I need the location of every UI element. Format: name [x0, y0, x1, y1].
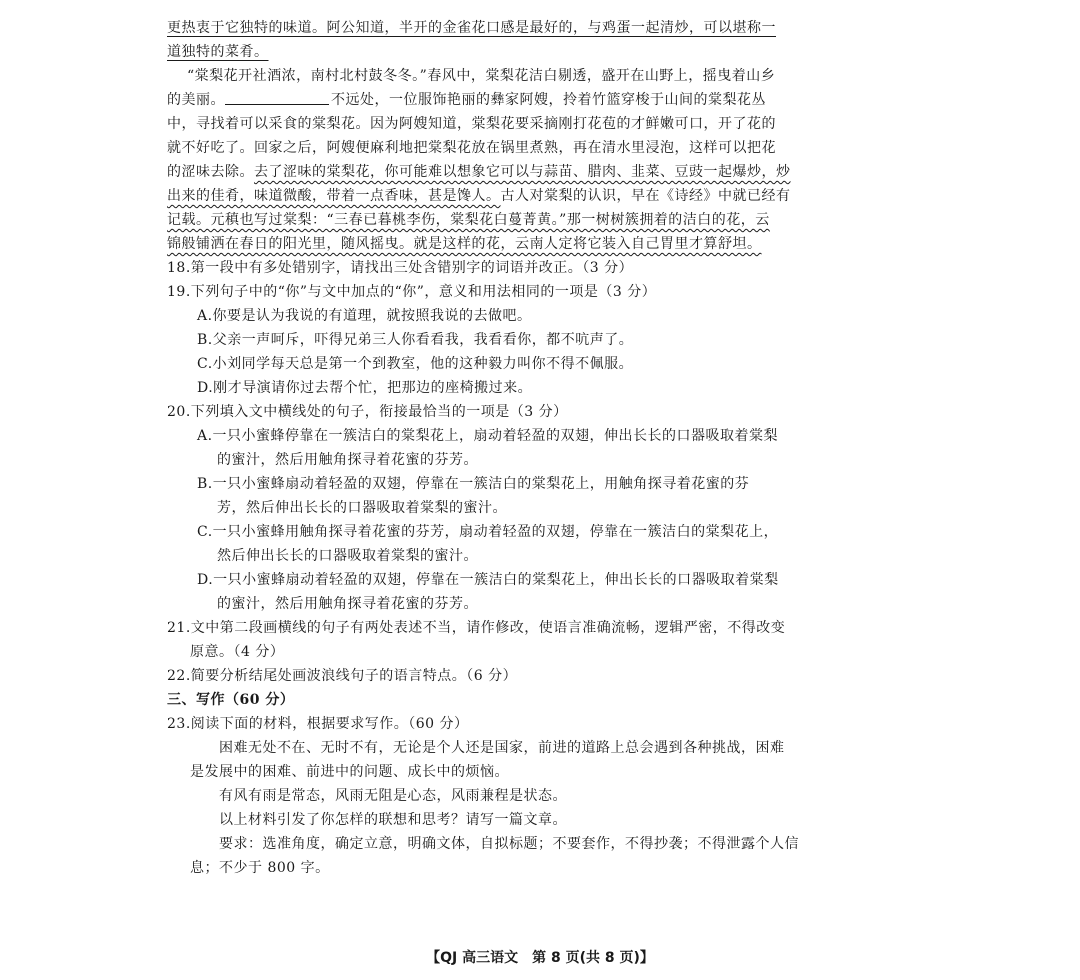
text-segment: 不远处，一位服饰艳丽的彝家阿嫂，拎着竹篮穿梭于山间的棠梨花丛 — [331, 92, 766, 108]
wavy-underlined-text: 出来的佳肴，味道微酸，带着一点香味，甚是馋人。 — [167, 188, 501, 204]
text-segment: 就不好吃了。回家之后，阿嫂便麻利地把棠梨花放在锅里煮熟，再在清水里浸泡，这样可以把花 — [167, 140, 776, 156]
text-segment: 的涩味去除。 — [167, 164, 254, 180]
text-line — [197, 522, 778, 542]
fill-in-blank — [225, 90, 329, 105]
text-line — [190, 642, 284, 662]
text-line — [197, 378, 532, 398]
text-line — [167, 138, 776, 158]
text-segment: B.父亲一声呵斥，吓得兄弟三人你看看我，我看看你，都不吭声了。 — [197, 332, 634, 348]
text-segment: 芳，然后伸出长长的口器吸取着棠梨的蜜汁。 — [217, 500, 507, 516]
wavy-underlined-text: 去了涩味的棠梨花，你可能难以想象它可以与蒜苗、腊肉、韭菜、豆豉一起爆炒，炒 — [254, 164, 791, 180]
text-line — [219, 738, 785, 758]
text-segment: 中，寻找着可以采食的棠梨花。因为阿嫂知道，棠梨花要采摘刚打花苞的才鲜嫩可口，开了花的 — [167, 116, 776, 132]
text-segment: 18.第一段中有多处错别字，请找出三处含错别字的词语并改正。（3 分） — [167, 260, 634, 276]
text-line — [167, 162, 791, 182]
text-line — [197, 330, 633, 350]
text-line — [219, 786, 567, 806]
underlined-text: 道独特的菜肴。 — [167, 44, 269, 60]
text-segment: 然后伸出长长的口器吸取着棠梨的蜜汁。 — [217, 548, 478, 564]
text-line — [167, 90, 766, 110]
text-segment: D.一只小蜜蜂扇动着轻盈的双翅，停靠在一簇洁白的棠梨花上，伸出长长的口器吸取着棠梨 — [197, 572, 779, 588]
text-line — [187, 66, 775, 86]
text-line — [190, 762, 509, 782]
text-line — [167, 258, 633, 278]
text-line — [167, 666, 517, 686]
text-line — [219, 810, 567, 830]
text-segment: 原意。（4 分） — [190, 644, 285, 660]
text-line — [197, 570, 779, 590]
text-line — [167, 18, 776, 38]
text-segment: A.一只小蜜蜂停靠在一簇洁白的棠梨花上，扇动着轻盈的双翅，伸出长长的口器吸取着棠梨 — [197, 428, 779, 444]
text-segment: 息；不少于 800 字。 — [190, 860, 330, 876]
text-line — [167, 282, 656, 302]
text-line — [167, 114, 776, 134]
text-line — [219, 834, 799, 854]
text-segment: “棠梨花开社酒浓，南村北村鼓冬冬。”春风中，棠梨花洁白剔透，盛开在山野上，摇曳着山乡 — [187, 68, 776, 84]
text-line — [197, 306, 532, 326]
text-segment: 的蜜汁，然后用触角探寻着花蜜的芬芳。 — [217, 452, 478, 468]
text-segment: 22.简要分析结尾处画波浪线句子的语言特点。（6 分） — [167, 668, 518, 684]
text-line — [167, 402, 568, 422]
text-segment: A.你要是认为我说的有道理，就按照我说的去做吧。 — [197, 308, 532, 324]
underlined-text: 更热衷于它独特的味道。阿公知道，半开的金雀花口感是最好的，与鸡蛋一起清炒，可以堪称一 — [167, 20, 776, 36]
text-segment: 19.下列句子中的“你”与文中加点的“你”，意义和用法相同的一项是（3 分） — [167, 284, 657, 300]
text-segment: 的蜜汁，然后用触角探寻着花蜜的芬芳。 — [217, 596, 478, 612]
wavy-underlined-text: 锦般铺洒在春日的阳光里，随风摇曳。就是这样的花，云南人定将它装入自己胃里才算舒坦。 — [167, 236, 762, 252]
text-line — [217, 594, 478, 614]
text-segment: 23.阅读下面的材料，根据要求写作。（60 分） — [167, 716, 469, 732]
text-line — [217, 546, 478, 566]
text-line — [217, 498, 507, 518]
text-segment: 是发展中的困难、前进中的问题、成长中的烦恼。 — [190, 764, 509, 780]
text-segment: C.小刘同学每天总是第一个到教室，他的这种毅力叫你不得不佩服。 — [197, 356, 634, 372]
text-segment: C.一只小蜜蜂用触角探寻着花蜜的芬芳，扇动着轻盈的双翅，停靠在一簇洁白的棠梨花上， — [197, 524, 779, 540]
text-segment: 要求：选准角度，确定立意，明确文体，自拟标题；不要套作，不得抄袭；不得泄露个人信 — [219, 836, 799, 852]
text-line — [167, 42, 269, 62]
page-footer: 【QJ 高三语文 第 8 页(共 8 页)】 — [426, 950, 654, 966]
text-line — [217, 450, 478, 470]
text-line — [197, 474, 749, 494]
text-line — [167, 210, 770, 230]
text-line — [167, 714, 469, 734]
text-segment: 以上材料引发了你怎样的联想和思考？请写一篇文章。 — [219, 812, 567, 828]
text-segment: 21.文中第二段画横线的句子有两处表述不当，请作修改，使语言准确流畅，逻辑严密，不得改变 — [167, 620, 786, 636]
wavy-underlined-text: 记载。元稹也写过棠梨：“三春已暮桃李伤，棠梨花白蔓菁黄。”那一树树簇拥着的洁白的花，云 — [167, 212, 770, 228]
text-segment: 的美丽。 — [167, 92, 225, 108]
text-line — [197, 354, 633, 374]
text-line — [190, 858, 330, 878]
text-segment: 有风有雨是常态，风雨无阻是心态，风雨兼程是状态。 — [219, 788, 567, 804]
section-heading: 三、写作（60 分） — [167, 692, 295, 708]
text-line — [167, 690, 294, 710]
text-segment: 20.下列填入文中横线处的句子，衔接最恰当的一项是（3 分） — [167, 404, 568, 420]
text-line — [167, 186, 791, 206]
text-segment: B.一只小蜜蜂扇动着轻盈的双翅，停靠在一簇洁白的棠梨花上，用触角探寻着花蜜的芬 — [197, 476, 750, 492]
text-segment: 古人对棠梨的认识，早在《诗经》中就已经有 — [500, 188, 791, 204]
text-line — [167, 618, 785, 638]
text-segment: 困难无处不在、无时不有，无论是个人还是国家，前进的道路上总会遇到各种挑战，困难 — [219, 740, 785, 756]
text-segment: D.刚才导演请你过去帮个忙，把那边的座椅搬过来。 — [197, 380, 533, 396]
text-line — [197, 426, 778, 446]
text-line — [167, 234, 762, 254]
